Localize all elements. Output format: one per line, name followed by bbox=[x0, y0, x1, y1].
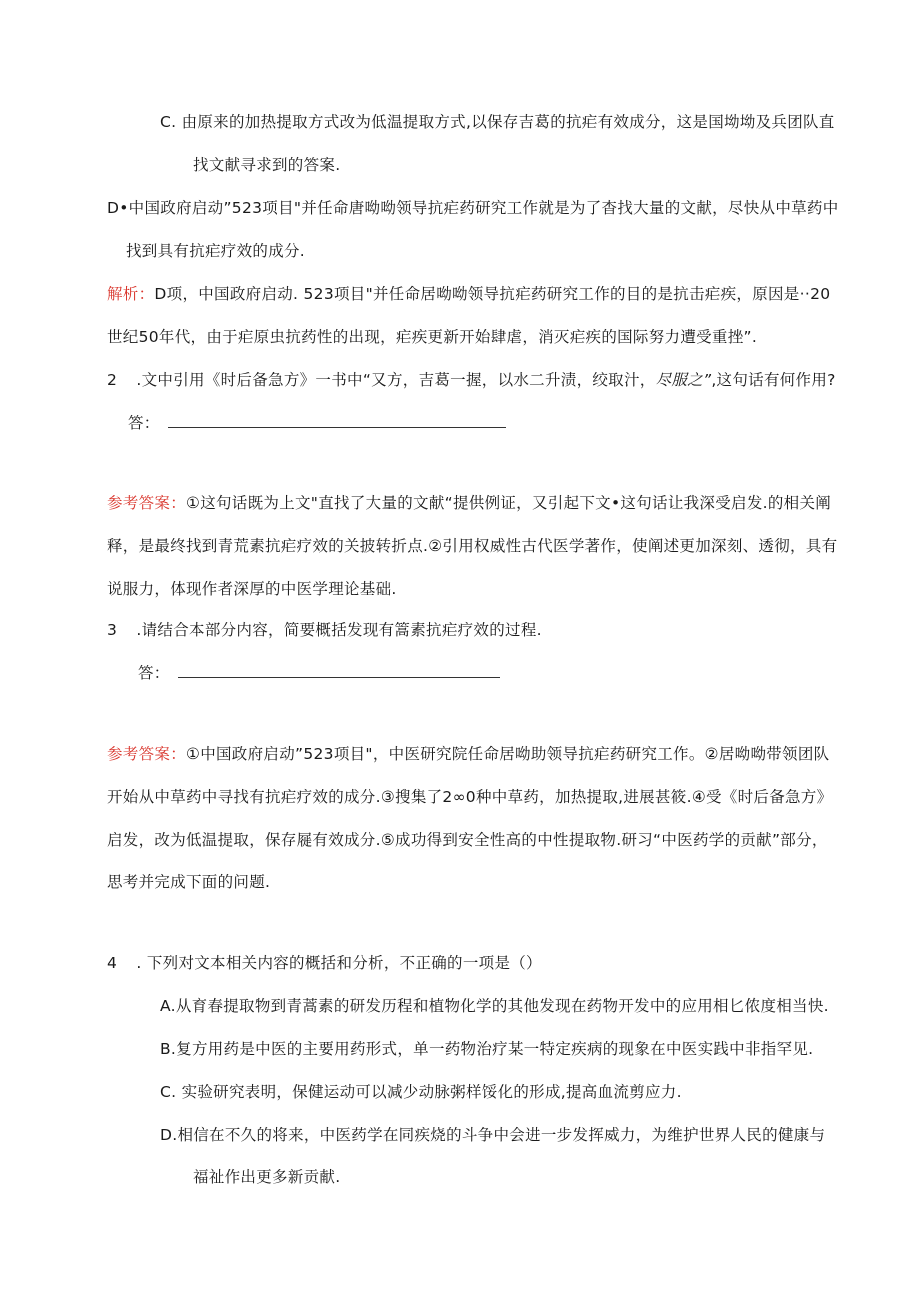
q4-option-a: A.从育春提取物到青蒿素的研发历程和植物化学的其他发现在药物开发中的应用相匕侬度相当快. bbox=[160, 997, 829, 1015]
q3-question-text: .请结合本部分内容，简要概括发现有篙素抗疟疗效的过程. bbox=[136, 621, 542, 639]
q3-question bbox=[107, 620, 542, 640]
q2-question-italic: 尽服之” bbox=[655, 371, 712, 389]
analysis-label: 解析： bbox=[107, 285, 155, 303]
q2-ref-line1 bbox=[107, 493, 831, 513]
q3-number: 3 bbox=[107, 621, 118, 639]
q2-ref-line2: 释，是最终找到青荒素抗疟疗效的关披转折点.②引用权威性古代医学著作，使阐述更加深刻、透彻，具有 bbox=[107, 537, 838, 555]
q2-answer-blank[interactable] bbox=[168, 413, 506, 428]
q3-answer-blank[interactable] bbox=[178, 663, 500, 678]
q4-option-c: C. 实验研究表明，保健运动可以减少动脉粥样馁化的形成,提高血流剪应力. bbox=[160, 1083, 682, 1101]
q1-option-d-line1: D•中国政府启动”523项目"并任命唐呦呦领导抗疟药研究工作就是为了杳找大量的文献，尽快从中草药中 bbox=[107, 199, 839, 217]
q2-question-tail: ,这句话有何作用? bbox=[711, 371, 836, 389]
q3-ref-text: ①中国政府启动”523项目"，中医研究院任命居呦助领导抗疟药研究工作。②居呦呦带领团队 bbox=[186, 745, 830, 763]
q1-option-c-line1: C. 由原来的加热提取方式改为低温提取方式,以保存吉葛的抗疟有效成分，这是国坳坳及兵团队直 bbox=[160, 113, 835, 131]
q2-ref-label: 参考答案： bbox=[107, 494, 187, 512]
q1-option-c-line2: 找文献寻求到的答案. bbox=[193, 156, 341, 174]
q2-ref-text: ①这句话既为上文"直找了大量的文献“提供例证，又引起下文•这句话让我深受启发.的相关阐 bbox=[186, 494, 832, 512]
q3-ref-line1 bbox=[107, 744, 829, 764]
q4-option-d-line2: 福祉作出更多新贡献. bbox=[193, 1168, 341, 1186]
q4-question-text: . 下列对文本相关内容的概括和分析，不正确的一项是（） bbox=[136, 954, 542, 972]
q2-ref-line3: 说服力，体现作者深厚的中医学理论基础. bbox=[107, 580, 397, 598]
q1-option-d-line2: 找到具有抗疟疗效的成分. bbox=[126, 242, 306, 260]
q2-answer-row bbox=[128, 413, 506, 433]
q4-option-b: B.复方用药是中医的主要用药形式，单一药物治疗某一特定疾病的现象在中医实践中非指罕见. bbox=[160, 1040, 814, 1058]
q2-question-text: .文中引用《时后备急方》一书中“又方，吉葛一握，以水二升渍，绞取汁， bbox=[136, 371, 656, 389]
q2-number: 2 bbox=[107, 371, 118, 389]
q3-ref-line4: 思考并完成下面的问题. bbox=[107, 873, 271, 891]
q4-question bbox=[107, 953, 542, 973]
q3-answer-row bbox=[138, 663, 500, 683]
q4-option-d-line1: D.相信在不久的将来，中医药学在同疾烧的斗争中会进一步发挥威力，为维护世界人民的健康与 bbox=[160, 1126, 826, 1144]
q3-ref-line3: 启发，改为低温提取，保存屣有效成分.⑤成功得到安全性高的中性提取物.研习“中医药学的贡献”部分， bbox=[107, 831, 828, 849]
q3-ref-line2: 开始从中草药中寻找有抗疟疗效的成分.③搜集了2∞0种中草药，加热提取,进展甚筱.④受《时后备急方》 bbox=[107, 788, 833, 806]
q1-analysis-line1 bbox=[107, 284, 830, 304]
q2-answer-label: 答： bbox=[128, 414, 160, 432]
q1-analysis-line2: 世纪50年代，由于疟原虫抗药性的出现，疟疾更新开始肆虐，消灭疟疾的国际努力遭受重挫”. bbox=[107, 328, 758, 346]
analysis-text: D项，中国政府启动. 523项目"并任命居呦呦领导抗疟药研究工作的目的是抗击疟疾，原因是··20 bbox=[154, 285, 831, 303]
q3-answer-label: 答： bbox=[138, 664, 170, 682]
q4-number: 4 bbox=[107, 954, 118, 972]
q3-ref-label: 参考答案： bbox=[107, 745, 187, 763]
q2-question bbox=[107, 370, 836, 390]
